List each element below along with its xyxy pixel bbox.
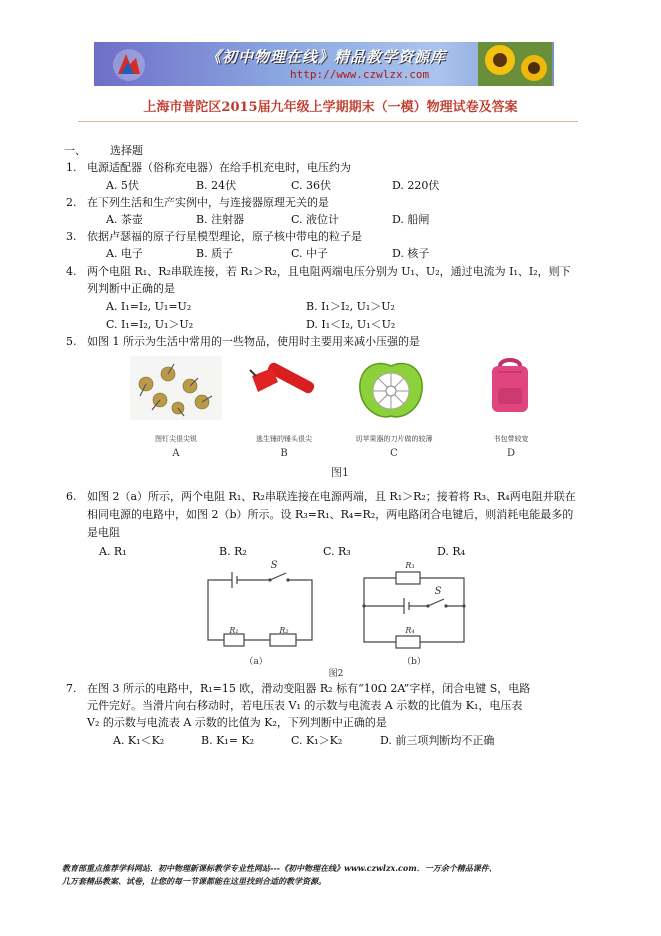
figure-caption: 图钉尖很尖锐 — [155, 435, 197, 443]
question-number: 5. — [66, 335, 77, 348]
option: C. 液位计 — [291, 213, 340, 226]
option: B. R₂ — [219, 545, 247, 558]
section-label: 选择题 — [110, 144, 143, 157]
option: B. 质子 — [196, 247, 234, 260]
thumbtacks-icon — [130, 356, 222, 420]
question-text: 元件完好。当滑片向右移动时，若电压表 V₁ 的示数与电流表 A 示数的比值为 K₁，电压表 — [87, 699, 523, 712]
option: A. R₁ — [99, 545, 127, 558]
apple-slicer-icon — [354, 354, 428, 424]
option: B. 注射器 — [196, 213, 245, 226]
switch-label: S — [434, 586, 442, 597]
resistor-label: R₂ — [279, 626, 289, 635]
figure-option-letter: A — [172, 448, 180, 459]
circuit-b-diagram — [360, 568, 468, 650]
question-number: 2. — [66, 196, 77, 209]
document-title: 上海市普陀区2015届九年级上学期期末（一模）物理试卷及答案 — [143, 100, 518, 115]
banner-title: 《初中物理在线》精品教学资源库 — [206, 48, 447, 66]
question-number: 3. — [66, 230, 77, 243]
figure-caption: 切苹果器的刀片做的较薄 — [355, 435, 433, 443]
question-text: 在下列生活和生产实例中，与连接器原理无关的是 — [87, 196, 329, 209]
figure-option-letter: C — [390, 448, 398, 459]
site-logo-icon — [112, 48, 146, 82]
escape-hammer-icon — [242, 362, 328, 418]
question-number: 6. — [66, 490, 77, 503]
question-text: 如图 2（a）所示，两个电阻 R₁、R₂串联连接在电源两端，且 R₁＞R₂；接着将 R₃、R₄两电阻并联在 — [87, 490, 576, 503]
option: C. K₁＞K₂ — [291, 734, 343, 747]
figure-option-letter: B — [280, 448, 288, 459]
option: D. I₁＜I₂, U₁＜U₂ — [306, 318, 396, 331]
switch-label: S — [270, 560, 278, 571]
circuit-a-diagram — [204, 568, 316, 650]
backpack-icon — [482, 356, 538, 418]
header-banner — [94, 42, 554, 86]
figure-1 — [130, 354, 570, 480]
option: D. 220伏 — [392, 179, 440, 192]
option: C. 36伏 — [291, 179, 332, 192]
figure-caption: 书包带较宽 — [493, 435, 529, 443]
option: A. K₁＜K₂ — [113, 734, 165, 747]
option: A. 电子 — [106, 247, 143, 260]
option: D. 核子 — [392, 247, 430, 260]
resistor-label: R₄ — [405, 626, 415, 635]
option: C. R₃ — [323, 545, 351, 558]
question-number: 1. — [66, 161, 77, 174]
question-text: 是电阻 — [87, 526, 120, 539]
question-text: 如图 1 所示为生活中常用的一些物品，使用时主要用来减小压强的是 — [87, 335, 420, 348]
option: B. 24伏 — [196, 179, 237, 192]
section-number: 一、 — [64, 144, 86, 157]
option: C. I₁=I₂, U₁＞U₂ — [106, 318, 194, 331]
sunflower-image-icon — [478, 42, 552, 86]
option: A. I₁=I₂, U₁=U₂ — [106, 300, 192, 313]
question-text: 列判断中正确的是 — [87, 282, 175, 295]
option: A. 茶壶 — [106, 213, 143, 226]
figure-option-letter: D — [506, 448, 516, 459]
option: C. 中子 — [291, 247, 329, 260]
resistor-label: R₃ — [405, 561, 415, 570]
question-text: 电源适配器（俗称充电器）在给手机充电时，电压约为 — [87, 161, 351, 174]
option: D. R₄ — [437, 545, 466, 558]
page-footer — [62, 862, 622, 888]
option: D. 船闸 — [392, 213, 430, 226]
figure-2 — [196, 562, 476, 680]
option: B. K₁= K₂ — [201, 734, 255, 747]
figure-label: 图2 — [328, 669, 344, 679]
option: A. 5伏 — [106, 179, 139, 192]
subfigure-label: （b） — [402, 657, 426, 667]
question-text: 依据卢瑟福的原子行星模型理论，原子核中带电的粒子是 — [87, 230, 362, 243]
footer-line: 几万套精品教案、试卷，让您的每一节课都能在这里找到合适的教学资源。 — [62, 876, 326, 886]
question-number: 7. — [66, 682, 77, 695]
resistor-label: R₁ — [229, 626, 239, 635]
question-text: 两个电阻 R₁、R₂串联连接，若 R₁＞R₂，且电阻两端电压分别为 U₁、U₂，通过电流为 I₁、I₂，则下 — [87, 265, 571, 278]
option: D. 前三项判断均不正确 — [380, 734, 495, 747]
question-text: 在图 3 所示的电路中，R₁=15 欧，滑动变阻器 R₂ 标有“10Ω 2A”字样，闭合电键 S，电路 — [87, 682, 531, 695]
option: B. I₁＞I₂, U₁＞U₂ — [306, 300, 395, 313]
footer-line: 教育部重点推荐学科网站．初中物理新课标教学专业性网站---《初中物理在线》www.czwlzx.com．一万余个精品课件、 — [62, 863, 497, 873]
figure-caption: 逃生锤的锤头很尖 — [256, 435, 312, 443]
subfigure-label: （a） — [244, 657, 268, 667]
banner-url: http://www.czwlzx.com — [290, 68, 430, 81]
title-divider — [78, 121, 578, 122]
question-text: V₂ 的示数与电流表 A 示数的比值为 K₂，下列判断中正确的是 — [87, 716, 387, 729]
question-text: 相同电源的电路中，如图 2（b）所示。设 R₃=R₁、R₄=R₂，两电路闭合电键后，则消耗电能最多的 — [87, 508, 574, 521]
figure-label: 图1 — [331, 466, 349, 479]
question-number: 4. — [66, 265, 77, 278]
